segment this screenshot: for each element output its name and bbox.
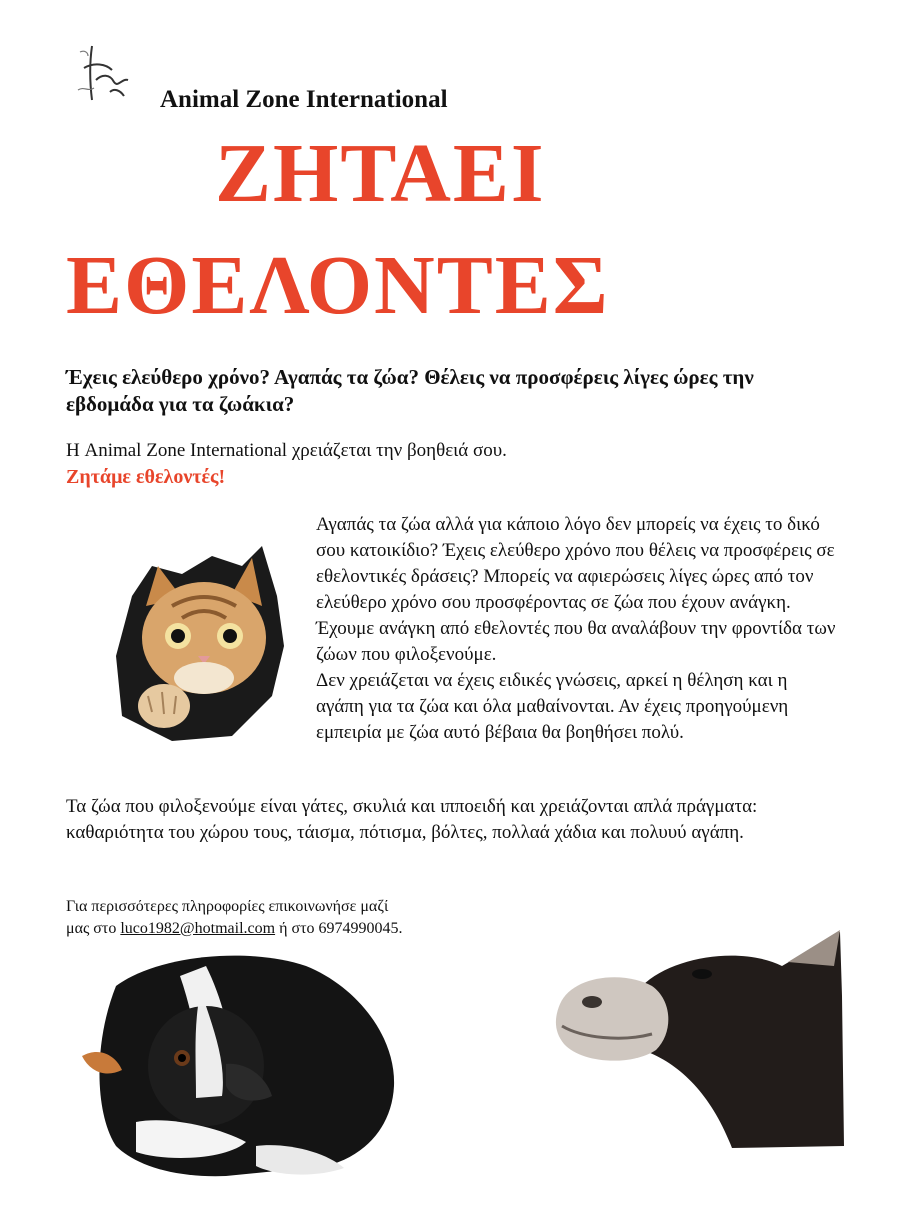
email-link[interactable]: luco1982@hotmail.com	[120, 920, 276, 937]
volunteers-wanted-text: Ζητάμε εθελοντές!	[66, 466, 226, 488]
contact-middle: ή στο	[275, 920, 319, 937]
phone-number: 6974990045.	[318, 920, 403, 937]
contact-prefix: μας στο	[66, 920, 121, 937]
signature-mark	[70, 40, 140, 112]
body-paragraph-4: Τα ζώα που φιλοξενούμε είναι γάτες, σκυλιά και ιπποειδή και χρειάζονται απλά πράγματα: καθαριότητα του χώρου τους, τάισμα, πότισμα, βόλτες, πολλαά χάδια και πολυυύ αγάπη.	[66, 796, 758, 843]
right-column-text	[316, 512, 836, 746]
contact-info	[66, 896, 486, 940]
need-help-text: Η Animal Zone International χρειάζεται την βοηθειά σου.	[66, 440, 507, 461]
dog-illustration	[76, 946, 400, 1186]
org-title: Animal Zone International	[160, 86, 448, 113]
body-paragraph-1: Αγαπάς τα ζώα αλλά για κάποιο λόγο δεν μπορείς να έχεις το δικό σου κατοικίδιο? Έχεις ελεύθερο χρόνο που θέλεις να προσφέρεις σε εθελοντικές δράσεις? Μπορείς να αφιερώσεις λίγες ώρες από τον ελεύθερο χρόνο σου προσφέροντας σε ζώα που έχουν ανάγκη.	[316, 514, 835, 613]
intro-question: Έχεις ελεύθερο χρόνο? Αγαπάς τα ζώα? Θέλεις να προσφέρεις λίγες ώρες την εβδομάδα για τα ζωάκια?	[66, 365, 754, 416]
headline-line-2: ΕΘΕΛΟΝΤΕΣ	[66, 239, 610, 332]
body-paragraph-2: Έχουμε ανάγκη από εθελοντές που θα αναλάβουν την φροντίδα των ζώων που φιλοξενούμε.	[316, 618, 836, 665]
donkey-illustration	[552, 926, 844, 1148]
headline-line-1: ΖΗΤΑΕΙ	[215, 127, 546, 220]
cat-illustration	[112, 536, 288, 742]
body-paragraph-3: Δεν χρειάζεται να έχεις ειδικές γνώσεις, αρκεί η θέληση και η αγάπη για τα ζώα και όλα μαθαίνονται. Αν έχεις προηγούμενη εμπειρία με ζώα αυτό βέβαια θα βοηθήσει πολύ.	[316, 670, 789, 743]
contact-line-1: Για περισσότερες πληροφορίες επικοινωνήσε μαζί	[66, 898, 389, 915]
